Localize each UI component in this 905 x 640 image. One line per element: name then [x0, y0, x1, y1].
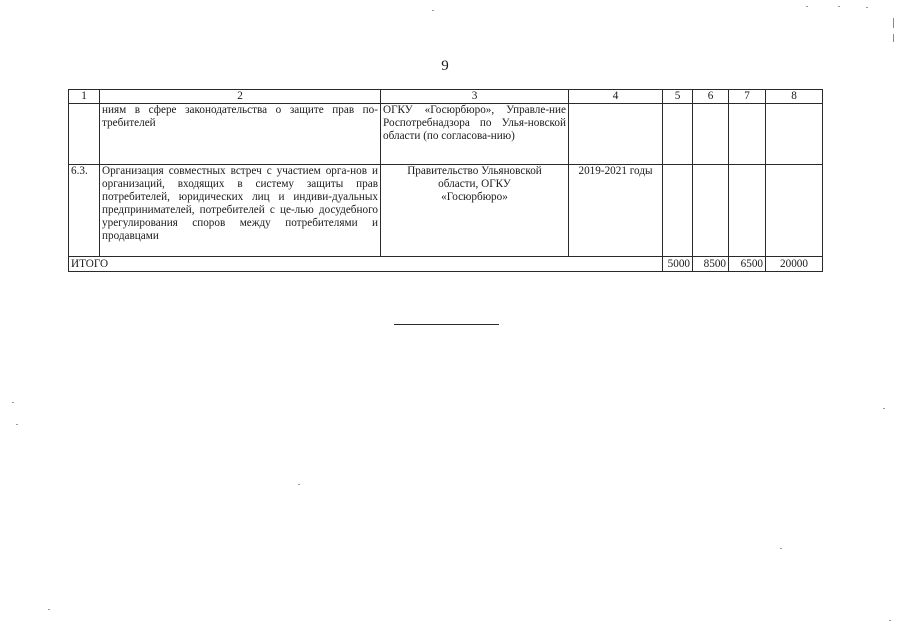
- total-value: 5000: [663, 257, 693, 272]
- header-cell: 6: [693, 90, 729, 104]
- header-cell: 4: [569, 90, 663, 104]
- value-cell: [729, 104, 766, 165]
- total-value: 6500: [729, 257, 766, 272]
- executor-text: ОГКУ «Госюрбюро», Управле-ние Роспотребнадзора по Улья-новской области (по согласова-нию): [381, 104, 569, 165]
- scan-mark: [893, 18, 894, 28]
- scan-speck: [48, 609, 50, 610]
- scan-speck: [866, 7, 868, 8]
- measure-text: Организация совместных встреч с участием орга-нов и организаций, входящих в систему защиты прав потребителей, юридических лиц и индиви-дуальных предпринимателей, потребителей с це-лью досудебного урегулирования споров между потребителями и продавцами: [100, 165, 381, 257]
- scan-speck: [12, 402, 14, 403]
- value-cell: [693, 165, 729, 257]
- measure-text: ниям в сфере законодательства о защите прав по-требителей: [100, 104, 381, 165]
- row-number: 6.3.: [69, 165, 100, 257]
- value-cell: [766, 104, 823, 165]
- period-text: [569, 104, 663, 165]
- table-row: [69, 165, 823, 257]
- total-value: 20000: [766, 257, 823, 272]
- scan-speck: [298, 484, 300, 485]
- scan-speck: [780, 548, 782, 549]
- table-header-row: [69, 90, 823, 104]
- table-row: [69, 104, 823, 165]
- end-divider-line: [394, 324, 499, 325]
- row-number: [69, 104, 100, 165]
- header-cell: 8: [766, 90, 823, 104]
- scan-speck: [883, 408, 885, 409]
- header-cell: 3: [381, 90, 569, 104]
- total-value: 8500: [693, 257, 729, 272]
- header-cell: 1: [69, 90, 100, 104]
- total-row: [69, 257, 823, 272]
- scan-mark: [893, 34, 894, 42]
- header-cell: 2: [100, 90, 381, 104]
- total-label: ИТОГО: [69, 257, 663, 272]
- scan-speck: [16, 424, 18, 425]
- scan-speck: [838, 6, 840, 7]
- value-cell: [766, 165, 823, 257]
- scan-speck: [432, 10, 434, 11]
- value-cell: [729, 165, 766, 257]
- header-cell: 5: [663, 90, 693, 104]
- measures-table: [68, 89, 823, 272]
- scan-speck: [889, 620, 891, 621]
- scan-speck: [806, 6, 808, 7]
- executor-text: Правительство Ульяновской области, ОГКУ «Госюрбюро»: [381, 165, 569, 257]
- value-cell: [693, 104, 729, 165]
- period-text: 2019-2021 годы: [569, 165, 663, 257]
- header-cell: 7: [729, 90, 766, 104]
- value-cell: [663, 165, 693, 257]
- page-number: 9: [441, 58, 449, 74]
- value-cell: [663, 104, 693, 165]
